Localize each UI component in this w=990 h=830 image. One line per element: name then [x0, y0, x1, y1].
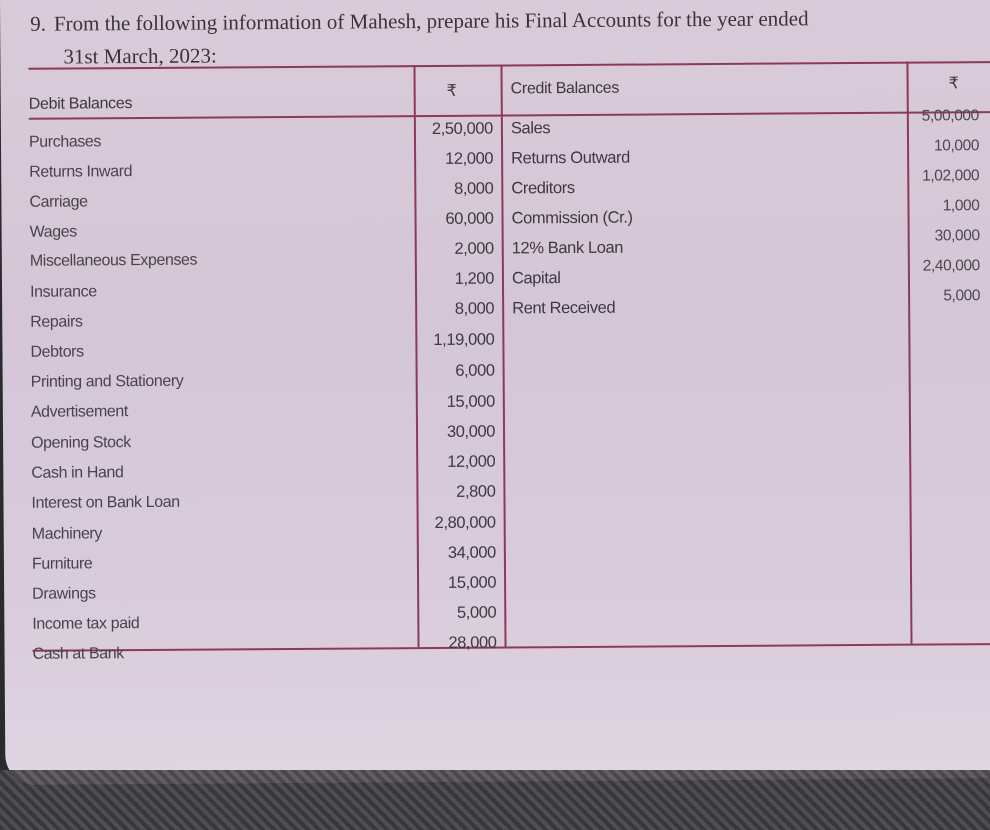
debit-row-amount: 30,000 — [446, 422, 496, 441]
debit-row-amount: 2,80,000 — [434, 513, 496, 532]
credit-row-label: Commission (Cr.) — [511, 208, 633, 228]
credit-row-amount: 5,000 — [943, 287, 981, 305]
debit-row-label: Income tax paid — [32, 615, 140, 633]
credit-currency-header: ₹ — [948, 75, 959, 93]
credit-header: Credit Balances — [510, 79, 620, 98]
debit-row-amount: 6,000 — [455, 361, 495, 380]
credit-row-amount: 1,000 — [942, 197, 980, 215]
question-line-1: From the following information of Mahesh, prepare his Final Accounts for the year ended — [53, 6, 809, 36]
background-fabric — [0, 770, 990, 830]
debit-currency-header: ₹ — [446, 82, 457, 100]
debit-row-label: Carriage — [29, 193, 88, 211]
trial-balance-table — [28, 73, 990, 663]
debit-row-label: Cash in Hand — [31, 464, 124, 482]
debit-row-label: Debtors — [30, 343, 84, 361]
debit-row-amount: 8,000 — [454, 299, 495, 318]
debit-row-amount: 1,19,000 — [433, 330, 495, 349]
debit-row-label: Returns Inward — [29, 163, 133, 181]
debit-row-amount: 60,000 — [445, 209, 494, 228]
credit-row-label: Rent Received — [512, 298, 616, 318]
credit-row-amount: 2,40,000 — [922, 257, 980, 275]
credit-row-amount: 1,02,000 — [922, 167, 980, 185]
debit-row-amount: 12,000 — [447, 452, 496, 471]
debit-row-label: Printing and Stationery — [30, 372, 184, 391]
credit-row-label: Creditors — [511, 178, 575, 198]
debit-row-amount: 8,000 — [453, 179, 494, 198]
debit-header: Debit Balances — [28, 95, 133, 113]
credit-row-label: 12% Bank Loan — [511, 238, 624, 258]
debit-row-amount: 5,000 — [456, 603, 497, 622]
debit-row-label: Repairs — [30, 313, 83, 331]
debit-row-amount: 2,000 — [454, 239, 494, 258]
debit-row-label: Machinery — [31, 525, 103, 543]
debit-row-amount: 2,50,000 — [431, 119, 493, 138]
debit-row-amount: 2,800 — [456, 482, 496, 501]
debit-row-label: Insurance — [29, 283, 97, 301]
debit-row-label: Miscellaneous Expenses — [29, 251, 198, 270]
debit-row-amount: 34,000 — [447, 543, 496, 562]
credit-row-amount: 5,00,000 — [921, 107, 979, 125]
credit-row-label: Capital — [511, 269, 561, 288]
debit-row-amount: 15,000 — [447, 573, 497, 592]
debit-row-amount: 1,200 — [454, 269, 495, 288]
question-number: 9. — [30, 11, 47, 36]
debit-row-label: Interest on Bank Loan — [31, 493, 180, 512]
debit-row-amount: 28,000 — [448, 633, 497, 652]
credit-row-label: Sales — [510, 119, 551, 138]
credit-row-amount: 10,000 — [933, 137, 980, 155]
debit-row-label: Purchases — [28, 133, 102, 151]
debit-row-label: Furniture — [31, 555, 93, 573]
debit-amount-divider-right — [500, 64, 506, 646]
credit-row-amount: 30,000 — [934, 227, 980, 245]
debit-row-label: Opening Stock — [31, 434, 131, 452]
credit-row-label: Returns Outward — [511, 148, 630, 168]
debit-row-label: Cash at Bank — [32, 645, 124, 663]
question-line-2: 31st March, 2023: — [63, 43, 217, 69]
debit-row-label: Wages — [29, 223, 77, 241]
debit-row-label: Drawings — [32, 585, 96, 603]
debit-row-label: Advertisement — [30, 403, 129, 421]
debit-row-amount: 15,000 — [446, 392, 495, 411]
debit-row-amount: 12,000 — [444, 149, 494, 168]
